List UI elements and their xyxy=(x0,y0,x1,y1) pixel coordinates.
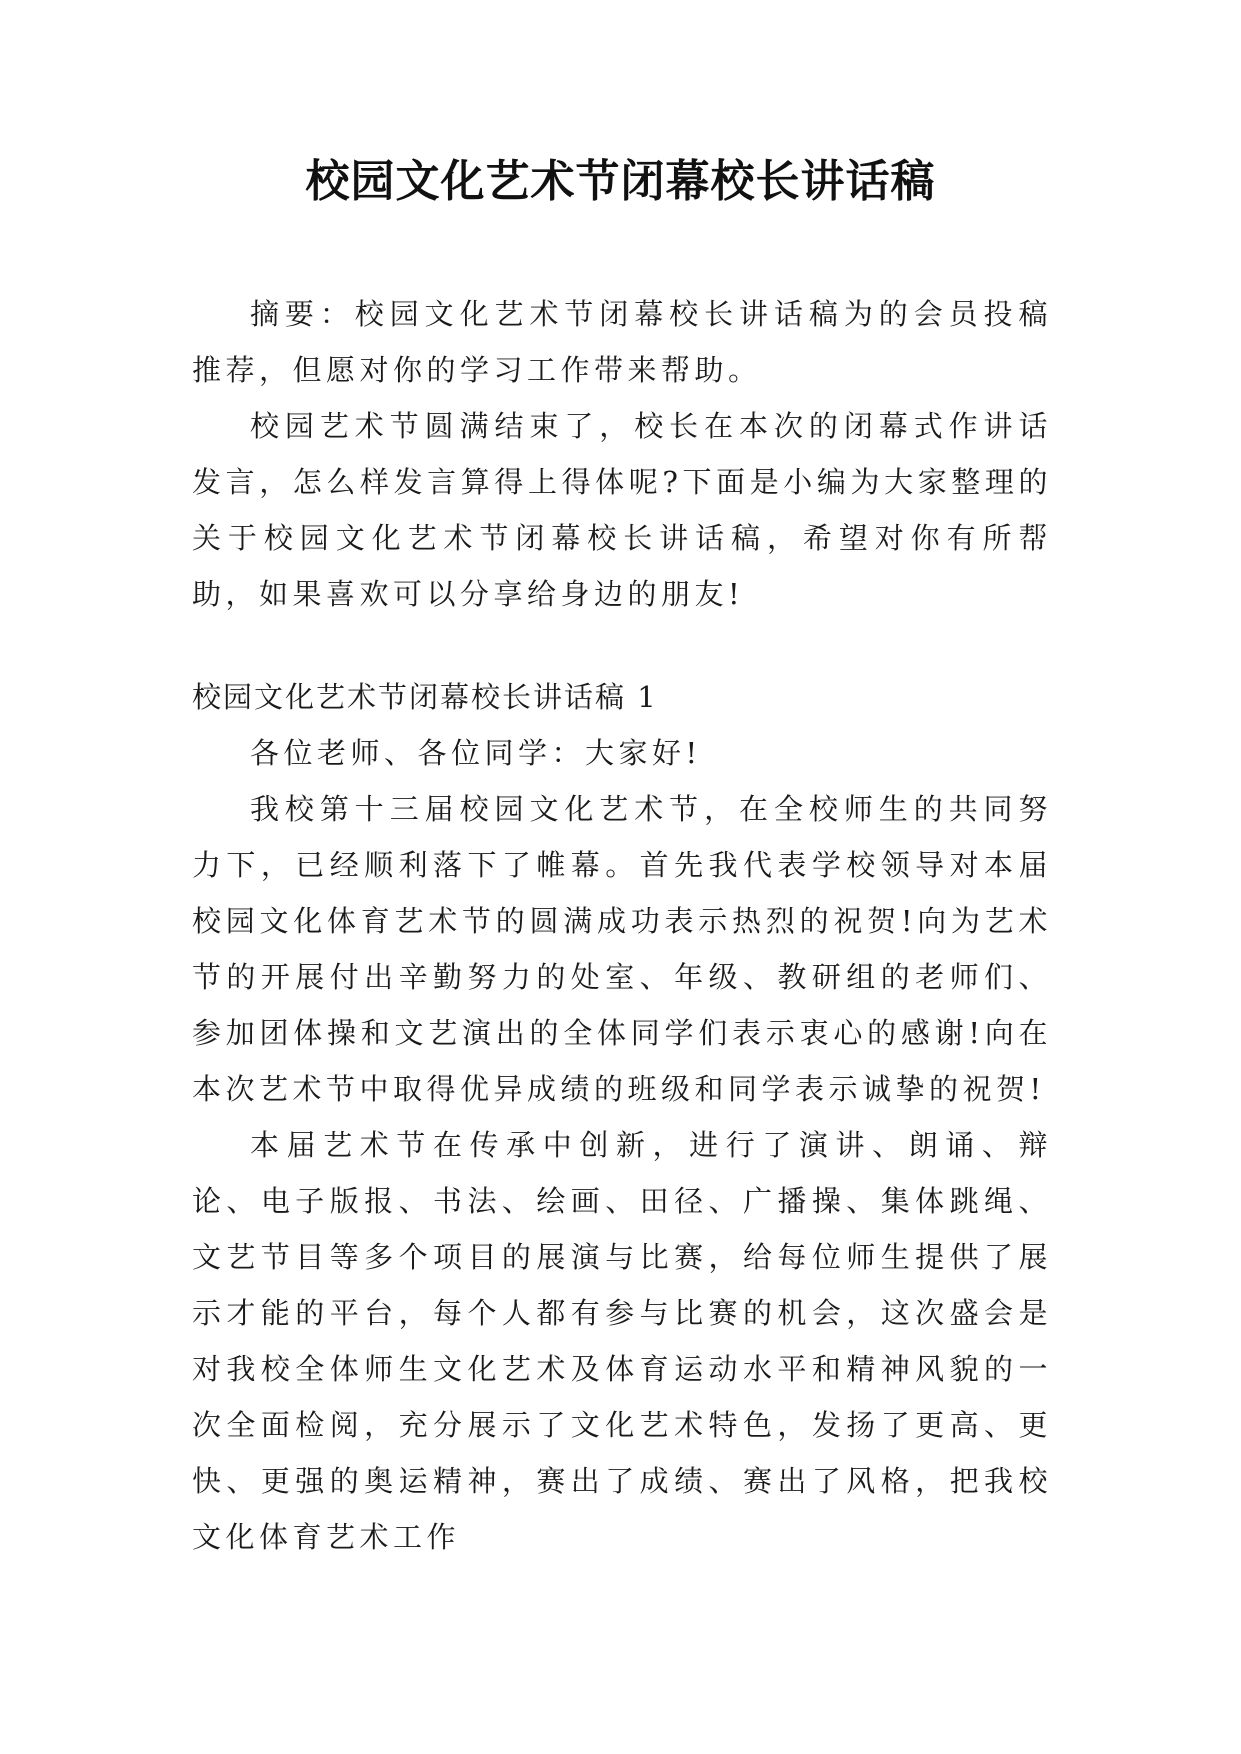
summary-paragraph: 摘要：校园文化艺术节闭幕校长讲话稿为的会员投稿推荐，但愿对你的学习工作带来帮助。 xyxy=(192,297,1052,387)
document-body xyxy=(192,286,1052,1565)
intro-paragraph: 校园艺术节圆满结束了，校长在本次的闭幕式作讲话发言，怎么样发言算得上得体呢?下面是小编为大家整理的关于校园文化艺术节闭幕校长讲话稿，希望对你有所帮助，如果喜欢可以分享给身边的朋友! xyxy=(192,409,1052,611)
body-paragraph-2: 本届艺术节在传承中创新，进行了演讲、朗诵、辩论、电子版报、书法、绘画、田径、广播操、集体跳绳、文艺节目等多个项目的展演与比赛，给每位师生提供了展示才能的平台，每个人都有参与比赛的机会，这次盛会是对我校全体师生文化艺术及体育运动水平和精神风貌的一次全面检阅，充分展示了文化艺术特色，发扬了更高、更快、更强的奥运精神，赛出了成绩、赛出了风格，把我校文化体育艺术工作 xyxy=(192,1128,1052,1554)
section-heading: 校园文化艺术节闭幕校长讲话稿 1 xyxy=(192,680,658,714)
document-title: 校园文化艺术节闭幕校长讲话稿 xyxy=(305,156,936,207)
body-paragraph-1: 我校第十三届校园文化艺术节，在全校师生的共同努力下，已经顺利落下了帷幕。首先我代表学校领导对本届校园文化体育艺术节的圆满成功表示热烈的祝贺!向为艺术节的开展付出辛勤努力的处室、年级、教研组的老师们、参加团体操和文艺演出的全体同学们表示衷心的感谢!向在本次艺术节中取得优异成绩的班级和同学表示诚挚的祝贺! xyxy=(192,792,1052,1106)
greeting-paragraph: 各位老师、各位同学：大家好! xyxy=(250,736,702,770)
section-spacer xyxy=(192,622,1052,669)
